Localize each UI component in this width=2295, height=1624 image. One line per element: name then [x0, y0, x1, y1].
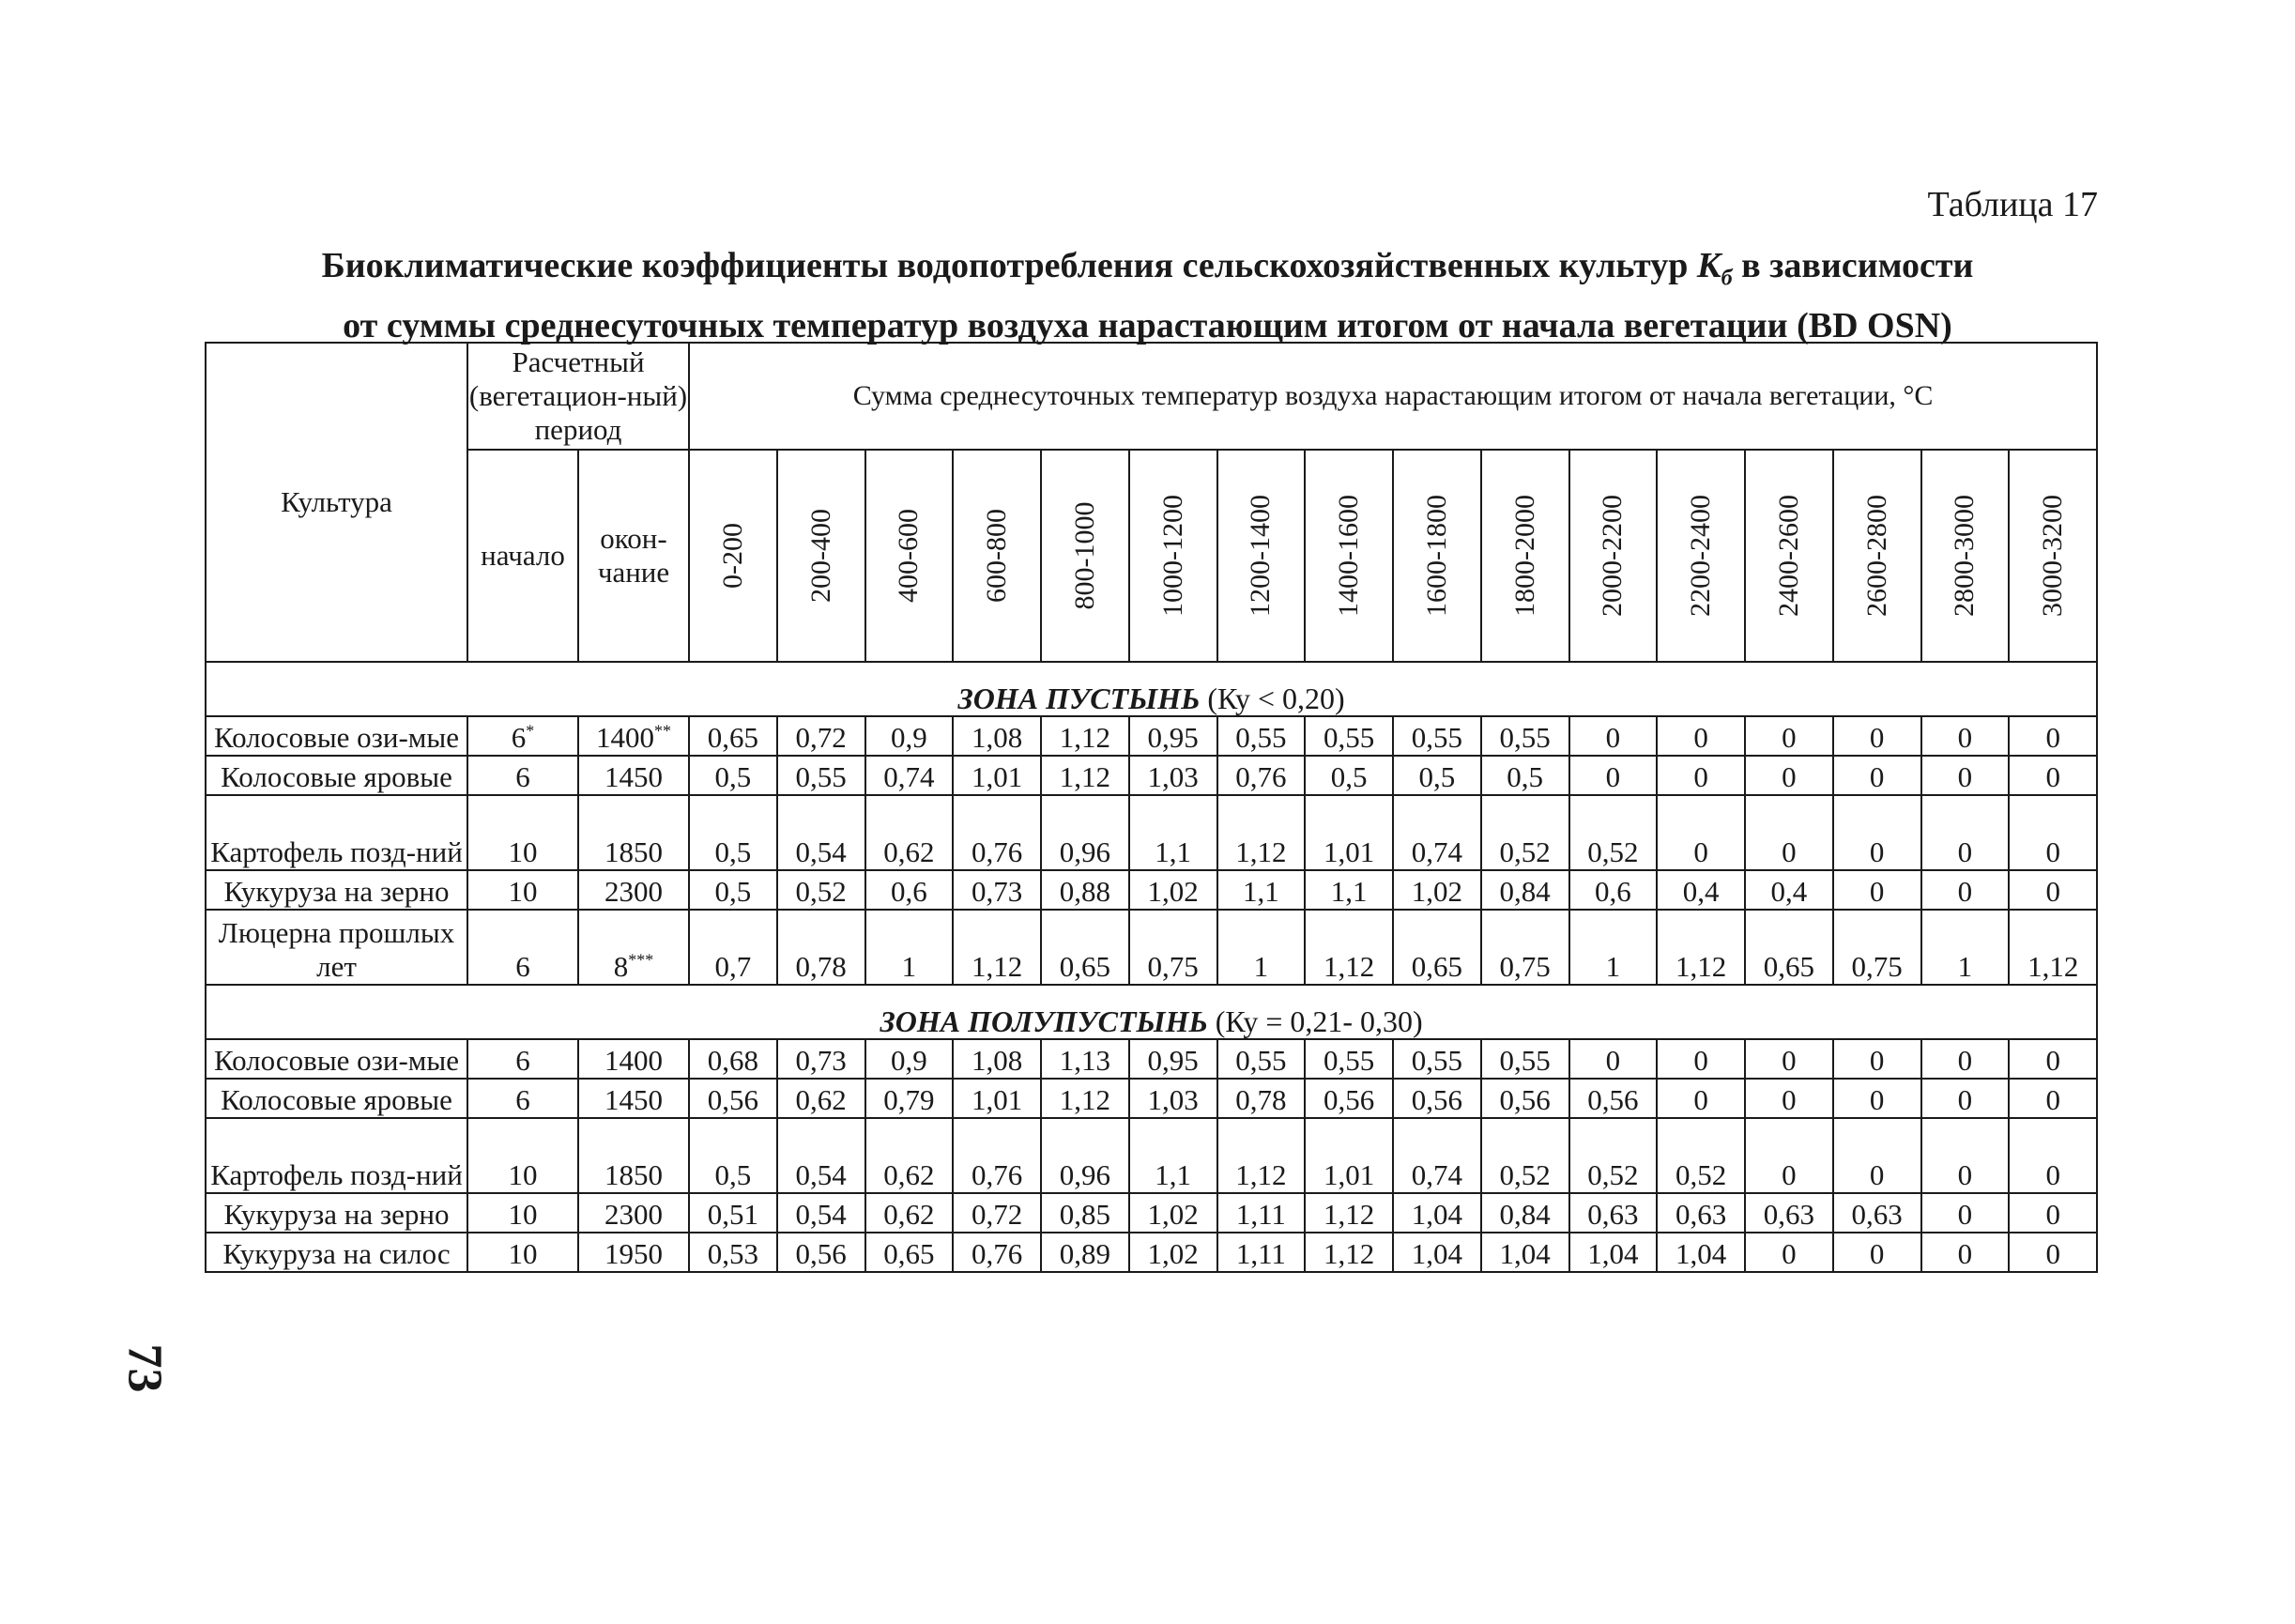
coefficient-cell: 0,5	[1393, 756, 1481, 795]
coefficient-cell: 0,55	[1305, 1039, 1393, 1079]
range-label: 2000-2200	[1597, 495, 1629, 617]
coefficient-cell: 0	[1569, 1039, 1658, 1079]
range-label: 1800-2000	[1508, 495, 1540, 617]
coefficient-cell: 0,56	[689, 1079, 777, 1118]
crop-name: Колосовые ози-мые	[206, 716, 467, 756]
period-end-value: 1450	[604, 760, 663, 793]
coefficient-cell: 0,96	[1041, 795, 1129, 870]
coefficient-cell: 0,73	[953, 870, 1041, 910]
coefficient-cell: 0,63	[1833, 1193, 1921, 1233]
period-end-value: 1850	[604, 1158, 663, 1191]
coefficient-cell: 0	[1833, 756, 1921, 795]
coefficient-cell: 0,9	[865, 1039, 954, 1079]
coefficient-cell: 0	[1745, 1118, 1833, 1193]
coefficient-cell: 0	[1745, 1079, 1833, 1118]
coefficient-cell: 0,65	[1041, 910, 1129, 985]
coefficient-cell: 1,12	[953, 910, 1041, 985]
zone-heading	[206, 662, 2097, 716]
period-end	[578, 1233, 689, 1272]
coefficient-cell: 0	[1833, 716, 1921, 756]
coefficient-cell: 0,72	[777, 716, 865, 756]
header-range-11	[1657, 450, 1745, 662]
zone-coefficient: (Ку = 0,21- 0,30)	[1215, 1004, 1423, 1038]
title-text-before: Биоклиматические коэффициенты водопотребления сельскохозяйственных культур	[321, 246, 1697, 285]
period-end-value: 1400	[604, 1044, 663, 1077]
crop-name: Картофель позд-ний	[206, 1118, 467, 1193]
header-range-14	[1921, 450, 2010, 662]
coefficient-cell: 0,5	[689, 795, 777, 870]
coefficient-cell: 1,03	[1129, 756, 1217, 795]
coefficient-cell: 1,12	[1305, 1193, 1393, 1233]
coefficient-cell: 0	[2009, 1039, 2097, 1079]
zone-row	[206, 662, 2097, 716]
coefficient-cell: 0	[1921, 716, 2010, 756]
period-start	[467, 1079, 578, 1118]
coefficient-cell: 1,13	[1041, 1039, 1129, 1079]
period-end	[578, 1079, 689, 1118]
coefficient-cell: 0	[1921, 1193, 2010, 1233]
coefficient-cell: 0,7	[689, 910, 777, 985]
coefficient-cell: 0,76	[1217, 756, 1306, 795]
header-range-0	[689, 450, 777, 662]
coefficient-cell: 0,75	[1481, 910, 1569, 985]
coefficient-cell: 0	[1569, 716, 1658, 756]
crop-name: Колосовые яровые	[206, 756, 467, 795]
coefficient-cell: 0,55	[1305, 716, 1393, 756]
period-start-value: 10	[508, 1237, 538, 1270]
period-end-value: 1850	[604, 835, 663, 868]
coefficient-cell: 0,6	[865, 870, 954, 910]
coefficient-cell: 0,88	[1041, 870, 1129, 910]
coefficient-cell: 0	[1921, 756, 2010, 795]
range-label: 200-400	[804, 509, 836, 603]
period-end	[578, 756, 689, 795]
header-range-12	[1745, 450, 1833, 662]
range-label: 1600-1800	[1420, 495, 1452, 617]
coefficient-cell: 0	[1745, 716, 1833, 756]
coefficient-cell: 0,52	[1569, 1118, 1658, 1193]
range-label: 800-1000	[1068, 501, 1100, 610]
coefficient-cell: 1,04	[1393, 1233, 1481, 1272]
header-range-1	[777, 450, 865, 662]
coefficient-cell: 0,76	[953, 1118, 1041, 1193]
crop-name: Люцерна прошлых лет	[206, 910, 467, 985]
footnote-mark: *	[526, 721, 535, 741]
coefficient-cell: 0,63	[1569, 1193, 1658, 1233]
coefficient-cell: 0	[2009, 870, 2097, 910]
table-body	[206, 662, 2097, 1272]
period-start-value: 6	[515, 1044, 530, 1077]
coefficient-cell: 0,84	[1481, 1193, 1569, 1233]
coefficient-cell: 0	[2009, 1193, 2097, 1233]
coefficient-cell: 1,12	[1041, 756, 1129, 795]
coefficient-cell: 0,63	[1745, 1193, 1833, 1233]
coefficient-cell: 0,65	[865, 1233, 954, 1272]
coefficient-cell: 0	[2009, 1079, 2097, 1118]
coefficient-cell: 1,01	[1305, 795, 1393, 870]
coefficient-cell: 0,74	[1393, 795, 1481, 870]
period-end-value: 8	[613, 950, 629, 983]
coefficient-cell: 1	[1569, 910, 1658, 985]
coefficient-cell: 0,56	[1305, 1079, 1393, 1118]
footnote-mark: ***	[628, 950, 654, 970]
coefficient-cell: 0,55	[1393, 1039, 1481, 1079]
coefficient-cell: 1,12	[1657, 910, 1745, 985]
coefficient-cell: 0	[1833, 1233, 1921, 1272]
coefficient-cell: 0,4	[1745, 870, 1833, 910]
coefficient-cell: 0,89	[1041, 1233, 1129, 1272]
header-sum-caption: Сумма среднесуточных температур воздуха нарастающим итогом от начала вегетации, °С	[689, 343, 2097, 450]
coefficient-cell: 0	[2009, 795, 2097, 870]
coefficient-cell: 0	[1745, 795, 1833, 870]
coefficient-cell: 1,01	[953, 756, 1041, 795]
table-row	[206, 1193, 2097, 1233]
coefficient-cell: 0,56	[777, 1233, 865, 1272]
coefficient-cell: 0,62	[777, 1079, 865, 1118]
coefficient-cell: 0	[1921, 1118, 2010, 1193]
header-range-13	[1833, 450, 1921, 662]
coefficient-cell: 0	[1833, 870, 1921, 910]
table-row	[206, 716, 2097, 756]
header-start: начало	[467, 450, 578, 662]
coefficient-cell: 0,53	[689, 1233, 777, 1272]
coefficient-cell: 0,79	[865, 1079, 954, 1118]
coefficient-cell: 0	[1745, 1039, 1833, 1079]
header-period: Расчетный (вегетацион-ный) период	[467, 343, 689, 450]
coefficient-cell: 0,95	[1129, 1039, 1217, 1079]
header-range-9	[1481, 450, 1569, 662]
coefficient-cell: 0	[1921, 1039, 2010, 1079]
coefficient-cell: 1,02	[1129, 1233, 1217, 1272]
period-start-value: 6	[515, 950, 530, 983]
coefficient-cell: 0,76	[953, 795, 1041, 870]
coefficient-cell: 0,52	[1481, 795, 1569, 870]
crop-name: Кукуруза на силос	[206, 1233, 467, 1272]
coefficient-cell: 0,56	[1393, 1079, 1481, 1118]
header-range-15	[2009, 450, 2097, 662]
zone-spacer	[1208, 1004, 1216, 1038]
period-start	[467, 1233, 578, 1272]
period-end	[578, 910, 689, 985]
coefficient-cell: 1,02	[1129, 870, 1217, 910]
title-line-1	[0, 242, 2295, 302]
coefficient-cell: 1,12	[1041, 716, 1129, 756]
table-row	[206, 756, 2097, 795]
coefficient-cell: 0,52	[1569, 795, 1658, 870]
coefficient-cell: 0,63	[1657, 1193, 1745, 1233]
coefficient-cell: 0	[2009, 1233, 2097, 1272]
coefficient-cell: 0,55	[1217, 1039, 1306, 1079]
coefficient-cell: 0	[1745, 1233, 1833, 1272]
coefficient-cell: 0	[1921, 1079, 2010, 1118]
period-start	[467, 716, 578, 756]
coefficient-cell: 1,12	[1041, 1079, 1129, 1118]
coefficient-cell: 1,1	[1129, 795, 1217, 870]
range-label: 1400-1600	[1333, 495, 1365, 617]
coefficient-cell: 0,9	[865, 716, 954, 756]
period-start-value: 10	[508, 1198, 538, 1231]
table-row	[206, 1079, 2097, 1118]
period-end-value: 1950	[604, 1237, 663, 1270]
period-start-value: 6	[515, 1083, 530, 1116]
zone-row	[206, 985, 2097, 1039]
coefficient-cell: 1,12	[2009, 910, 2097, 985]
period-end	[578, 870, 689, 910]
coefficient-cell: 0,52	[1657, 1118, 1745, 1193]
coefficient-cell: 1,04	[1393, 1193, 1481, 1233]
coefficient-cell: 0,54	[777, 795, 865, 870]
period-start-value: 10	[508, 875, 538, 908]
crop-name: Кукуруза на зерно	[206, 1193, 467, 1233]
coefficient-cell: 0,65	[689, 716, 777, 756]
coefficient-cell: 1,01	[1305, 1118, 1393, 1193]
coefficient-cell: 0	[1657, 795, 1745, 870]
zone-heading	[206, 985, 2097, 1039]
zone-coefficient: (Ку < 0,20)	[1207, 682, 1345, 715]
table-row	[206, 795, 2097, 870]
period-start	[467, 1193, 578, 1233]
coefficient-cell: 1,12	[1305, 1233, 1393, 1272]
header-culture: Культура	[206, 343, 467, 662]
period-end-value: 1400	[596, 721, 654, 754]
period-start	[467, 1118, 578, 1193]
period-end-value: 2300	[604, 875, 663, 908]
coefficient-cell: 1,03	[1129, 1079, 1217, 1118]
period-start	[467, 910, 578, 985]
header-range-5	[1129, 450, 1217, 662]
title-text-after: в зависимости	[1732, 246, 1974, 285]
coefficient-cell: 1,01	[953, 1079, 1041, 1118]
coefficient-cell: 1,1	[1217, 870, 1306, 910]
header-range-3	[953, 450, 1041, 662]
symbol-subscript: б	[1721, 266, 1733, 291]
range-label: 1200-1400	[1245, 495, 1277, 617]
coefficient-cell: 0,55	[777, 756, 865, 795]
period-start	[467, 870, 578, 910]
period-end-value: 1450	[604, 1083, 663, 1116]
range-label: 2800-3000	[1949, 495, 1981, 617]
period-start-value: 10	[508, 1158, 538, 1191]
coefficient-cell: 0,75	[1833, 910, 1921, 985]
coefficient-cell: 0	[1921, 795, 2010, 870]
period-start-value: 6	[515, 760, 530, 793]
coefficient-cell: 0,5	[689, 1118, 777, 1193]
coefficient-cell: 0,55	[1481, 716, 1569, 756]
period-start	[467, 1039, 578, 1079]
coefficient-cell: 0,5	[1305, 756, 1393, 795]
coefficient-cell: 1,12	[1217, 795, 1306, 870]
coefficient-cell: 0	[1833, 1118, 1921, 1193]
coefficient-cell: 0	[2009, 756, 2097, 795]
coefficient-cell: 0,95	[1129, 716, 1217, 756]
header-range-2	[865, 450, 954, 662]
range-label: 2600-2800	[1860, 495, 1892, 617]
coefficient-cell: 1,11	[1217, 1233, 1306, 1272]
coefficient-cell: 0,54	[777, 1118, 865, 1193]
footnote-mark: **	[654, 721, 671, 741]
coefficient-cell: 0,96	[1041, 1118, 1129, 1193]
range-label: 600-800	[981, 509, 1013, 603]
coefficient-cell: 0,78	[777, 910, 865, 985]
table-title	[0, 242, 2295, 349]
coefficient-cell: 1	[1921, 910, 2010, 985]
coefficient-cell: 1,1	[1129, 1118, 1217, 1193]
zone-name: ЗОНА ПОЛУПУСТЫНЬ	[880, 1004, 1208, 1038]
coefficient-cell: 0,54	[777, 1193, 865, 1233]
coefficient-cell: 0	[1657, 756, 1745, 795]
period-end	[578, 1039, 689, 1079]
coefficient-cell: 0,62	[865, 1193, 954, 1233]
table-label: Таблица 17	[1927, 185, 2098, 224]
coefficient-cell: 0,4	[1657, 870, 1745, 910]
coefficient-cell: 1,04	[1657, 1233, 1745, 1272]
range-label: 3000-3200	[2037, 495, 2069, 617]
coefficient-cell: 0	[1657, 716, 1745, 756]
table-row	[206, 870, 2097, 910]
crop-name: Кукуруза на зерно	[206, 870, 467, 910]
coefficient-cell: 1	[1217, 910, 1306, 985]
title-line-2: от суммы среднесуточных температур воздуха нарастающим итогом от начала вегетации (BD OSN)	[343, 305, 1952, 345]
range-label: 1000-1200	[1156, 495, 1188, 617]
coefficient-cell: 1,12	[1217, 1118, 1306, 1193]
coefficient-cell: 1,08	[953, 1039, 1041, 1079]
coefficient-cell: 0	[1745, 756, 1833, 795]
period-start-value: 6	[511, 721, 527, 754]
coefficient-cell: 0	[1569, 756, 1658, 795]
crop-name: Картофель позд-ний	[206, 795, 467, 870]
coefficient-symbol	[1696, 246, 1733, 291]
coefficient-cell: 0,52	[1481, 1118, 1569, 1193]
coefficient-cell: 0,55	[1217, 716, 1306, 756]
coefficient-cell: 0,62	[865, 795, 954, 870]
coefficient-cell: 0,51	[689, 1193, 777, 1233]
coefficient-cell: 0,68	[689, 1039, 777, 1079]
crop-name: Колосовые яровые	[206, 1079, 467, 1118]
period-start-value: 10	[508, 835, 538, 868]
coefficient-cell: 0,72	[953, 1193, 1041, 1233]
coefficient-cell: 0,56	[1569, 1079, 1658, 1118]
coefficient-cell: 0	[1833, 1079, 1921, 1118]
coefficient-cell: 1,04	[1569, 1233, 1658, 1272]
table-header	[206, 343, 2097, 662]
coefficient-cell: 0,56	[1481, 1079, 1569, 1118]
coefficient-cell: 0	[2009, 1118, 2097, 1193]
coefficient-cell: 0,84	[1481, 870, 1569, 910]
coefficient-cell: 1,04	[1481, 1233, 1569, 1272]
period-end-value: 2300	[604, 1198, 663, 1231]
coefficient-cell: 0,55	[1481, 1039, 1569, 1079]
coefficient-cell: 0,85	[1041, 1193, 1129, 1233]
header-end: окон-чание	[578, 450, 689, 662]
coefficient-cell: 1,12	[1305, 910, 1393, 985]
coefficient-cell: 0,55	[1393, 716, 1481, 756]
range-label: 2200-2400	[1685, 495, 1717, 617]
coefficient-cell: 0,65	[1393, 910, 1481, 985]
coefficient-cell: 1,08	[953, 716, 1041, 756]
coefficient-cell: 1,11	[1217, 1193, 1306, 1233]
coefficient-cell: 1,1	[1305, 870, 1393, 910]
symbol-letter: К	[1696, 246, 1721, 285]
table-row	[206, 1039, 2097, 1079]
period-start	[467, 756, 578, 795]
coefficient-cell: 0,5	[689, 870, 777, 910]
period-end	[578, 795, 689, 870]
coefficient-cell: 0,5	[689, 756, 777, 795]
coefficient-cell: 1,02	[1129, 1193, 1217, 1233]
coefficient-cell: 0	[1657, 1039, 1745, 1079]
zone-name: ЗОНА ПУСТЫНЬ	[957, 682, 1201, 715]
period-end	[578, 1193, 689, 1233]
header-range-6	[1217, 450, 1306, 662]
period-start	[467, 795, 578, 870]
coefficient-cell: 0	[1921, 1233, 2010, 1272]
coefficient-cell: 1,02	[1393, 870, 1481, 910]
header-range-4	[1041, 450, 1129, 662]
table-row	[206, 1233, 2097, 1272]
coefficients-table	[205, 342, 2098, 1273]
coefficient-cell: 0,78	[1217, 1079, 1306, 1118]
coefficient-cell: 0	[1833, 1039, 1921, 1079]
coefficient-cell: 0,65	[1745, 910, 1833, 985]
header-range-8	[1393, 450, 1481, 662]
period-end	[578, 1118, 689, 1193]
coefficient-cell: 0	[1657, 1079, 1745, 1118]
coefficient-cell: 0,6	[1569, 870, 1658, 910]
coefficient-cell: 0,75	[1129, 910, 1217, 985]
coefficient-cell: 0,62	[865, 1118, 954, 1193]
coefficient-cell: 1	[865, 910, 954, 985]
coefficient-cell: 0,74	[865, 756, 954, 795]
period-end	[578, 716, 689, 756]
range-label: 400-600	[893, 509, 925, 603]
coefficient-cell: 0,76	[953, 1233, 1041, 1272]
coefficient-cell: 0,74	[1393, 1118, 1481, 1193]
header-range-10	[1569, 450, 1658, 662]
table-row	[206, 1118, 2097, 1193]
coefficient-cell: 0,5	[1481, 756, 1569, 795]
range-label: 2400-2600	[1772, 495, 1804, 617]
header-range-7	[1305, 450, 1393, 662]
coefficient-cell: 0,73	[777, 1039, 865, 1079]
crop-name: Колосовые ози-мые	[206, 1039, 467, 1079]
coefficient-cell: 0	[1833, 795, 1921, 870]
range-label: 0-200	[716, 523, 748, 589]
coefficient-cell: 0	[2009, 716, 2097, 756]
coefficient-cell: 0,52	[777, 870, 865, 910]
table-row	[206, 910, 2097, 985]
page-number: 73	[117, 1343, 172, 1393]
coefficient-cell: 0	[1921, 870, 2010, 910]
